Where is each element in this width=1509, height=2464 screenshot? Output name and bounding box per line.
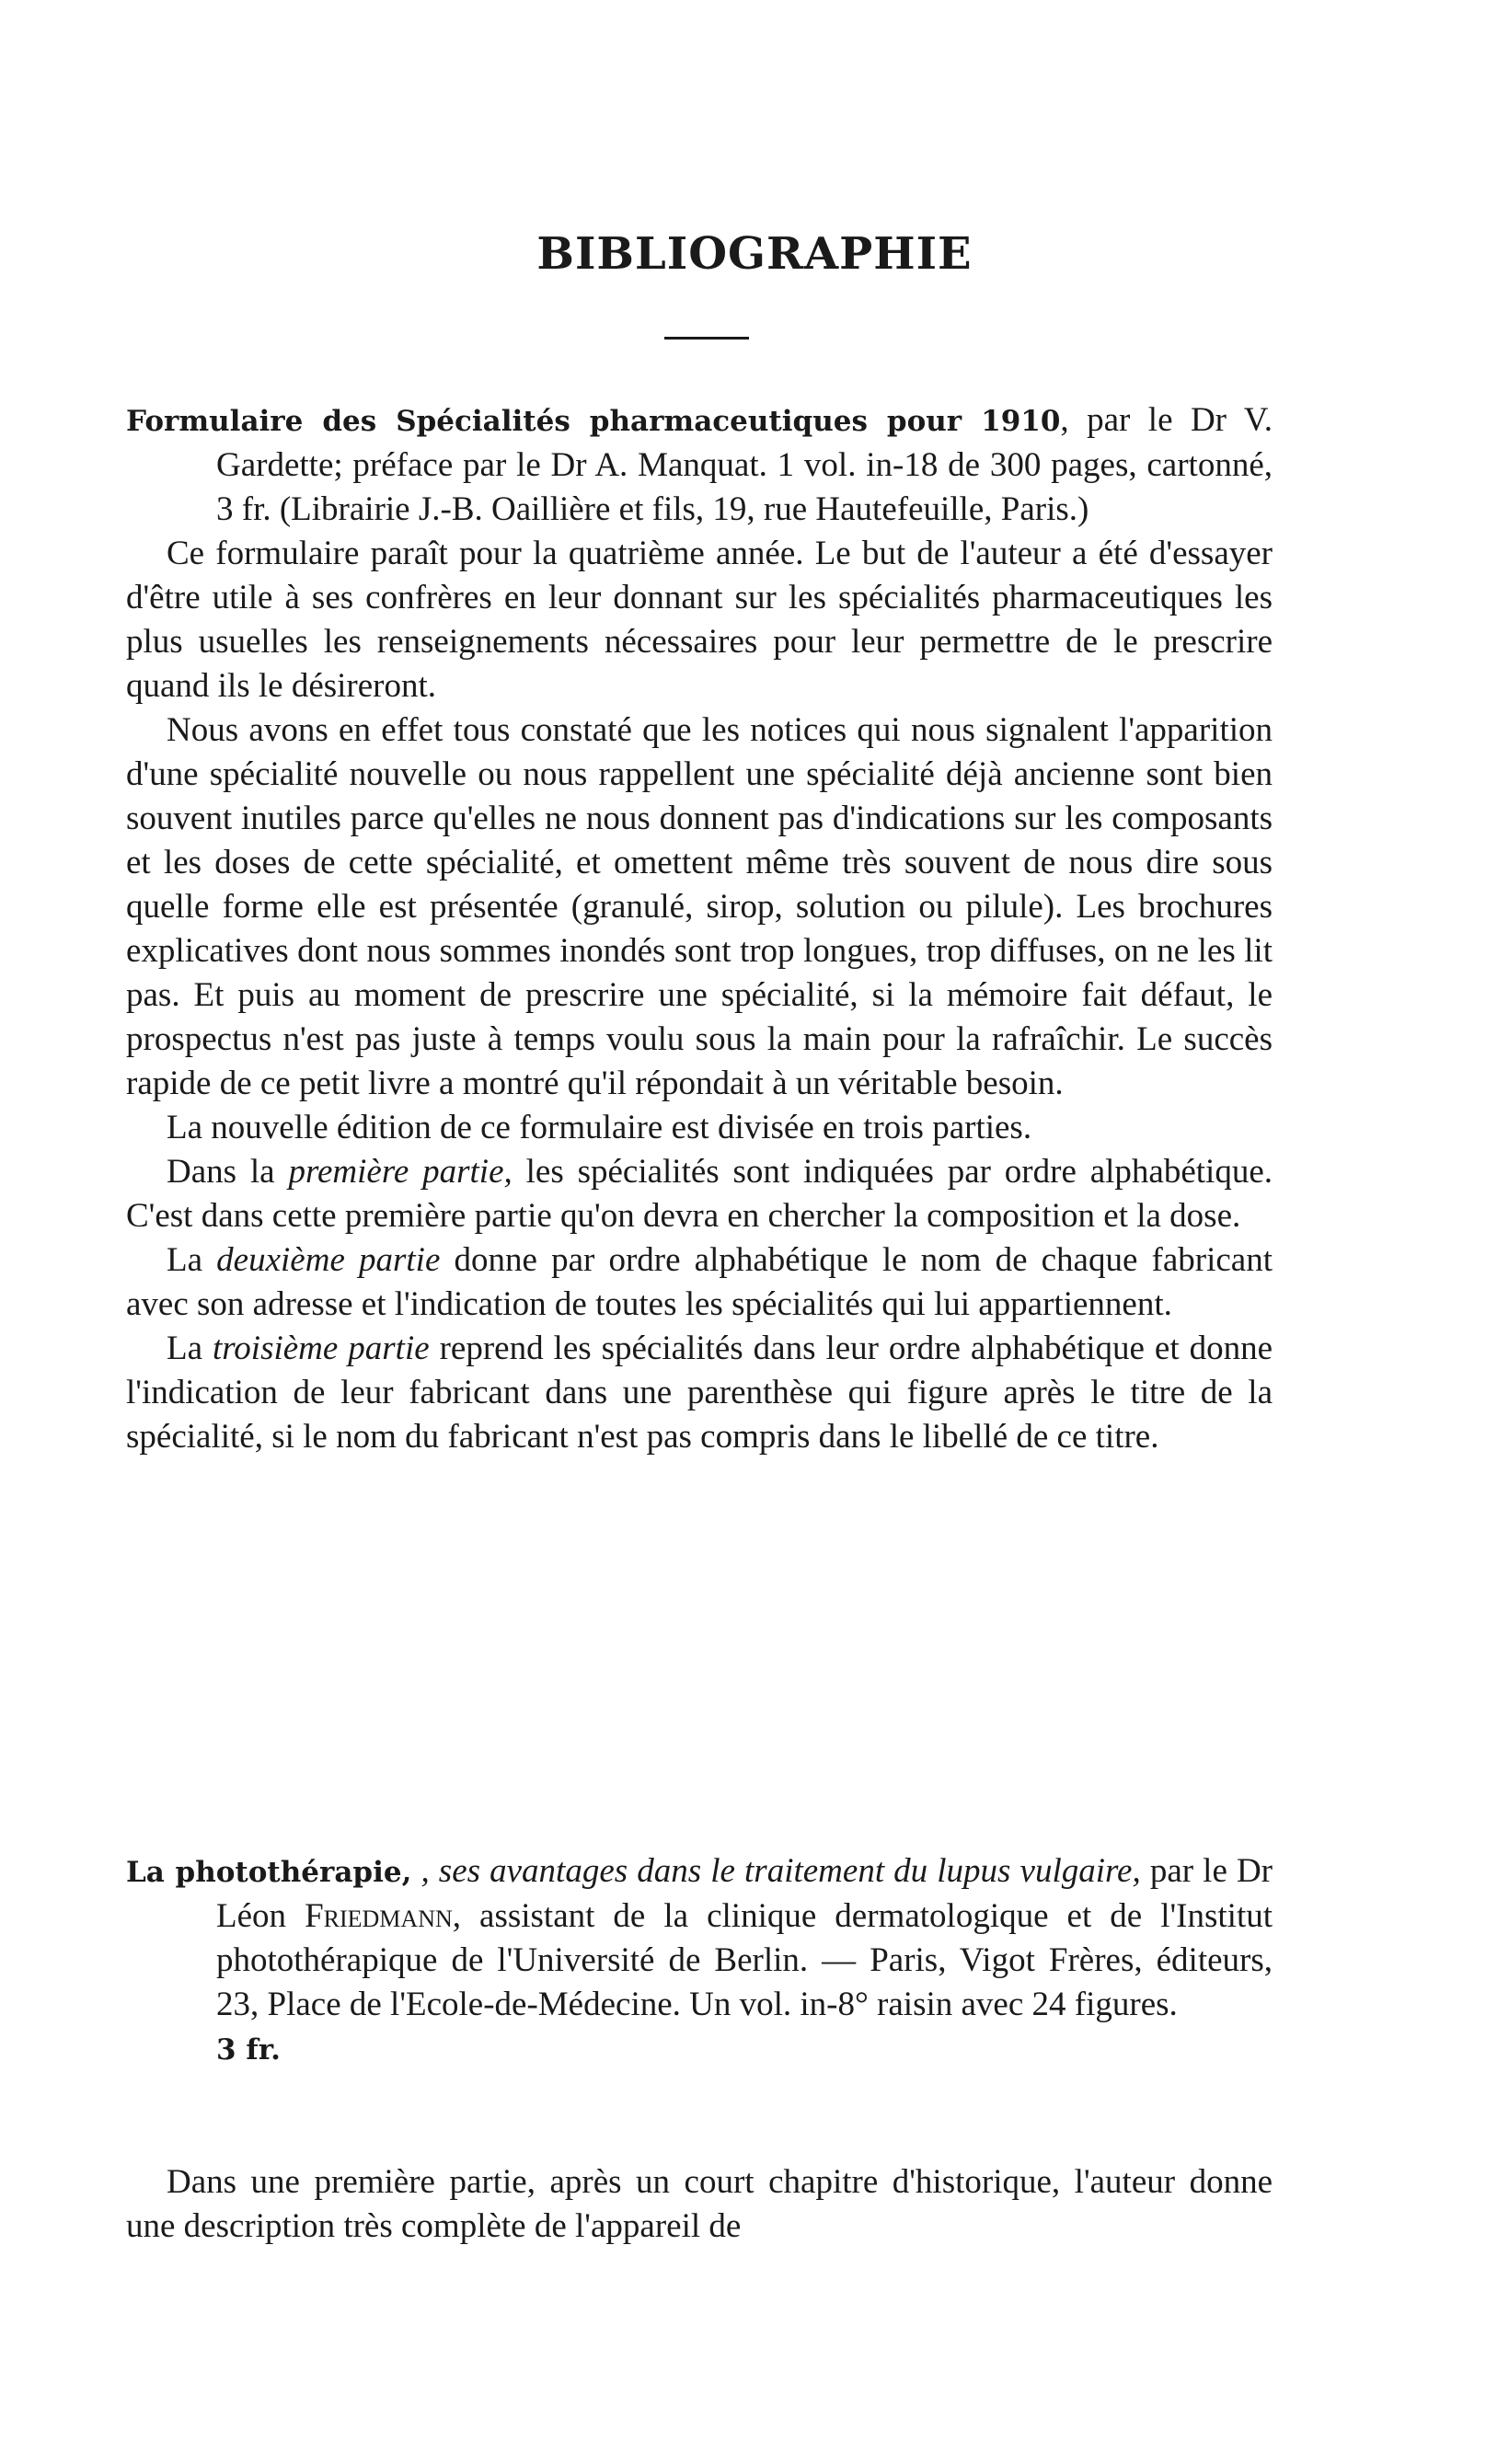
entry-heading	[126, 398, 1273, 532]
paragraph: Nous avons en effet tous constaté que les notices qui nous signalent l'apparition d'une spécialité nouvelle ou nous rappellent une spécialité déjà ancienne sont bien souvent inutiles parce qu'elles ne nous donnent pas d'indications sur les composants et les doses de cette spécialité, et omettent même très souvent de nous dire sous quelle forme elle est présentée (granulé, sirop, solution ou pilule). Les brochures explicatives dont nous sommes inondés sont trop longues, trop diffuses, on ne les lit pas. Et puis au moment de prescrire une spécialité, si la mémoire fait défaut, le prospectus n'est pas juste à temps voulu sous la main pour la rafraîchir. Le succès rapide de ce petit livre a montré qu'il répondait à un véritable besoin.	[126, 711, 1273, 1102]
italic-run: deuxième partie	[216, 1241, 441, 1279]
paragraph: La nouvelle édition de ce formulaire est divisée en trois parties.	[167, 1109, 1032, 1146]
paragraph: Ce formulaire paraît pour la quatrième année. Le but de l'auteur a été d'essayer d'être utile à ses confrères en leur donnant sur les spécialités pharmaceutiques les plus usuelles les renseignements nécessaires pour leur permettre de le prescrire quand ils le désireront.	[126, 535, 1273, 705]
text-run: La	[167, 1241, 217, 1279]
text-run: donne par ordre alphabétique le nom de chaque fabricant avec son adresse et l'indication de toutes les spécialités qui lui appartiennent.	[126, 1241, 1273, 1323]
entry-author: Friedmann	[305, 1897, 453, 1935]
bibliography-entry-phototherapie	[126, 1849, 1273, 2072]
entry-citation: , assistant de la clinique dermatologique et de l'Institut photothérapique de l'Université de Berlin. — Paris, Vigot Frères, éditeurs, 23, Place de l'Ecole-de-Médecine. Un vol. in-8° raisin avec 24 figures.	[216, 1897, 1273, 2023]
entry-subtitle: , ses avantages dans le traitement du lupus vulgaire,	[420, 1852, 1141, 1890]
paragraph: Dans une première partie, après un court chapitre d'historique, l'auteur donne une description très complète de l'appareil de	[126, 2163, 1273, 2245]
page-title: BIBLIOGRAPHIE	[536, 228, 973, 280]
text-run: reprend les spécialités dans leur ordre alphabétique et donne l'indication de leur fabricant dans une parenthèse qui figure après le titre de la spécialité, si le nom du fabricant n'est pas compris dans le libellé de ce titre.	[126, 1330, 1273, 1456]
entry-heading	[126, 1849, 1273, 2072]
paragraph-part-two	[126, 1238, 1273, 1327]
title-rule	[664, 337, 749, 340]
entry-citation: par le Dr Léon	[216, 1852, 1273, 1935]
paragraph-part-one	[126, 1150, 1273, 1238]
text-run: les spécialités sont indiquées par ordre alphabétique. C'est dans cette première partie qu'on devra en chercher la composition et la dose.	[126, 1153, 1273, 1235]
entry-title: La photothérapie,	[126, 1856, 412, 1889]
paragraph-part-three	[126, 1327, 1273, 1459]
italic-run: troisième partie	[212, 1330, 430, 1367]
text-run: Dans la	[167, 1153, 289, 1191]
entry-price: 3 fr.	[216, 2033, 281, 2067]
entry-title: Formulaire des Spécialités pharmaceutiques pour 1910	[126, 405, 1061, 438]
closing-text	[126, 2160, 1273, 2249]
entry-citation: , par le Dr V. Gardette; préface par le Dr A. Manquat. 1 vol. in-18 de 300 pages, cartonné, 3 fr. (Librairie J.-B. Oaillière et fils, 19, rue Hautefeuille, Paris.)	[216, 401, 1273, 528]
bibliography-entry-formulaire	[126, 398, 1273, 1459]
text-run: La	[167, 1330, 213, 1367]
italic-run: première partie,	[288, 1153, 513, 1191]
